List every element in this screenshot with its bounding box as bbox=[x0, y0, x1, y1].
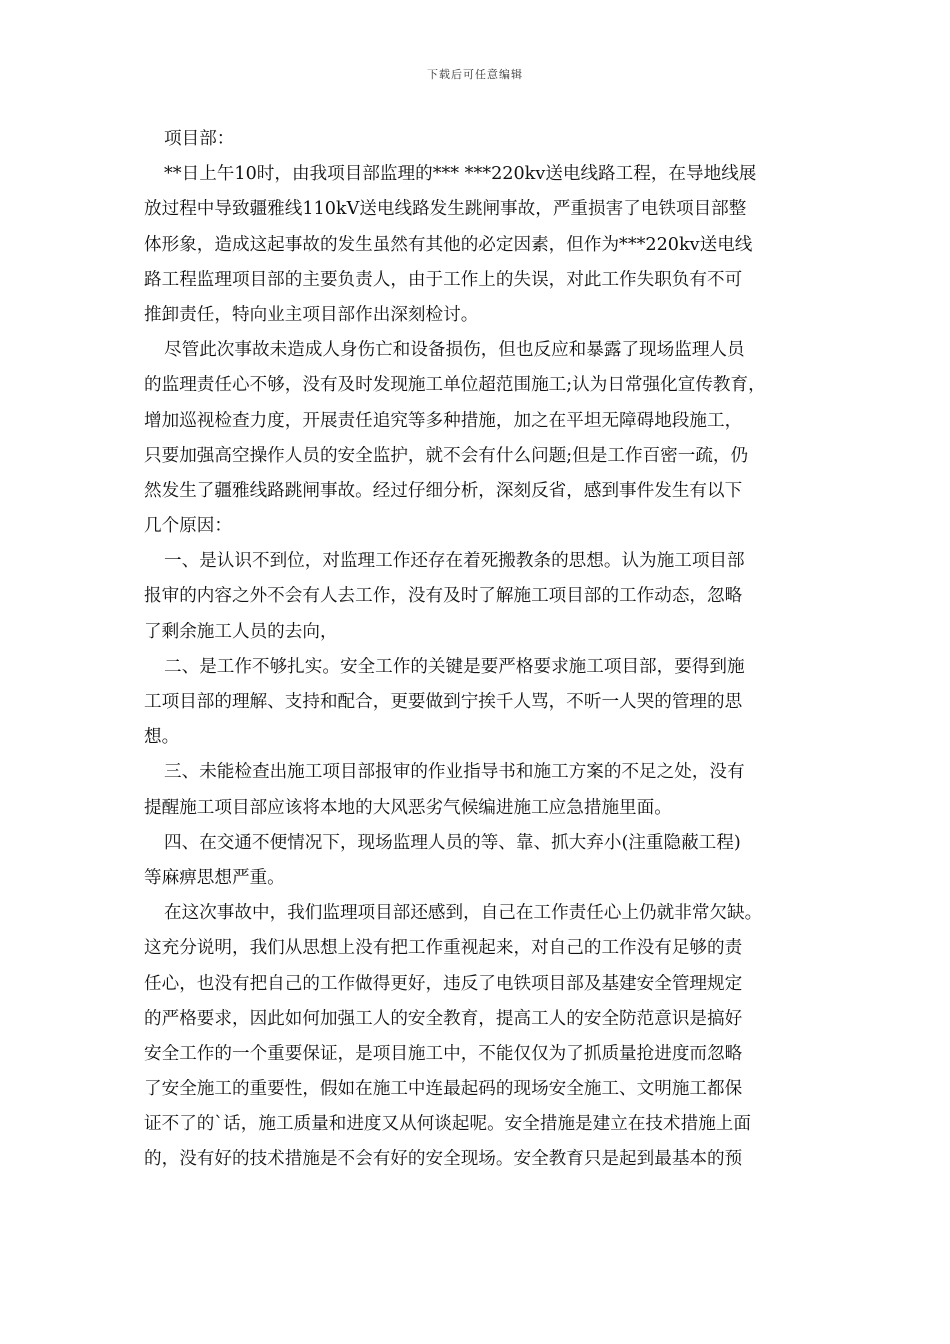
text-line: 体形象，造成这起事故的发生虽然有其他的必定因素，但作为***220kv送电线 bbox=[144, 234, 753, 255]
text-line: 任心，也没有把自己的工作做得更好，违反了电铁项目部及基建安全管理规定 bbox=[144, 973, 743, 994]
text-line: 等麻痹思想严重。 bbox=[144, 867, 285, 888]
text-line: 然发生了疆雅线路跳闸事故。经过仔细分析，深刻反省，感到事件发生有以下 bbox=[144, 480, 743, 501]
text-line: 路工程监理项目部的主要负责人，由于工作上的失误，对此工作失职负有不可 bbox=[144, 269, 743, 290]
text-line: 报审的内容之外不会有人去工作，没有及时了解施工项目部的工作动态，忽略 bbox=[144, 586, 743, 607]
text-line: 项目部： bbox=[164, 129, 235, 149]
text-line: 证不了的`话，施工质量和进度又从何谈起呢。安全措施是建立在技术措施上面 bbox=[144, 1114, 751, 1135]
text-line: 一、是认识不到位，对监理工作还存在着死搬教条的思想。认为施工项目部 bbox=[164, 551, 745, 572]
text-line: 了安全施工的重要性，假如在施工中连最起码的现场安全施工、文明施工都保 bbox=[144, 1079, 743, 1100]
text-line: 的监理责任心不够，没有及时发现施工单位超范围施工;认为日常强化宣传教育， bbox=[144, 375, 766, 396]
text-line: 在这次事故中，我们监理项目部还感到，自己在工作责任心上仍就非常欠缺。 bbox=[164, 903, 763, 924]
text-line: 增加巡视检查力度，开展责任追究等多种措施，加之在平坦无障碍地段施工， bbox=[144, 410, 743, 431]
text-line: 二、是工作不够扎实。安全工作的关键是要严格要求施工项目部，要得到施 bbox=[164, 656, 745, 677]
text-line: 的，没有好的技术措施是不会有好的安全现场。安全教育只是起到最基本的预 bbox=[144, 1149, 743, 1170]
text-line: 安全工作的一个重要保证，是项目施工中，不能仅仅为了抓质量抢进度而忽略 bbox=[144, 1043, 743, 1064]
text-line: 想。 bbox=[144, 727, 180, 748]
text-line: 四、在交通不便情况下，现场监理人员的等、靠、抓大弃小(注重隐蔽工程) bbox=[164, 832, 741, 853]
text-line: 工项目部的理解、支持和配合，更要做到宁挨千人骂，不听一人哭的管理的思 bbox=[144, 692, 743, 712]
text-line: 几个原因： bbox=[144, 516, 232, 537]
text-line: 放过程中导致疆雅线110kV送电线路发生跳闸事故，严重损害了电铁项目部整 bbox=[144, 199, 747, 220]
text-line: 三、未能检查出施工项目部报审的作业指导书和施工方案的不足之处，没有 bbox=[164, 762, 745, 783]
text-line: 提醒施工项目部应该将本地的大风恶劣气候编进施工应急措施里面。 bbox=[144, 797, 672, 818]
text-line: 推卸责任，特向业主项目部作出深刻检讨。 bbox=[144, 304, 479, 325]
text-line: 的严格要求，因此如何加强工人的安全教育，提高工人的安全防范意识是搞好 bbox=[144, 1008, 743, 1029]
text-line: 尽管此次事故未造成人身伤亡和设备损伤，但也反应和暴露了现场监理人员 bbox=[164, 340, 745, 361]
text-line: **日上午10时，由我项目部监理的*** ***220kv送电线路工程，在导地线展 bbox=[164, 164, 757, 185]
document-body bbox=[144, 122, 816, 1178]
text-line: 只要加强高空操作人员的安全监护，就不会有什么问题;但是工作百密一疏，仍 bbox=[144, 445, 749, 466]
header-note: 下载后可任意编辑 bbox=[427, 68, 523, 81]
text-line: 了剩余施工人员的去向， bbox=[144, 621, 338, 642]
text-line: 这充分说明，我们从思想上没有把工作重视起来，对自己的工作没有足够的责 bbox=[144, 938, 743, 959]
